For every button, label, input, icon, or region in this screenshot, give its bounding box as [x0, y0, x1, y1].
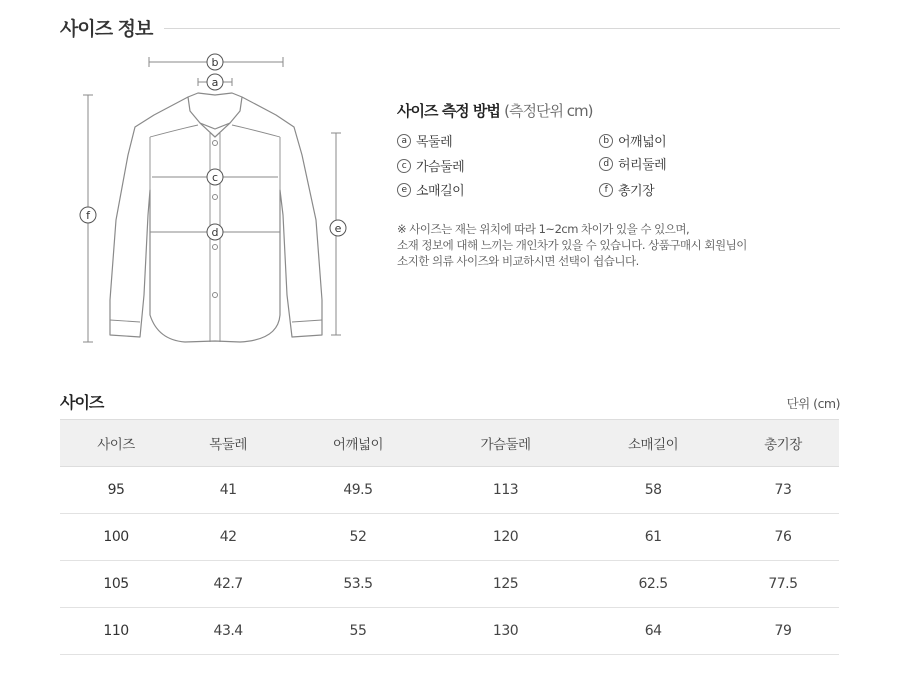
measure-note: ※ 사이즈는 재는 위치에 따라 1~2cm 차이가 있을 수 있으며, 소재 정보에 대해 느끼는 개인차가 있을 수 있습니다. 상품구매시 회원님이 소지한 의류 사이즈와 비교하시면 선택이 쉽습니다.: [397, 222, 747, 268]
col-chest: 가슴둘레: [432, 420, 580, 467]
marker-c: [207, 169, 223, 185]
marker-b: [207, 54, 223, 70]
size-table: [60, 419, 839, 655]
size-info-header: [60, 14, 840, 44]
marker-d: [207, 224, 223, 240]
table-row: 95 41 49.5 113 58 73: [60, 467, 839, 514]
svg-text:f: f: [86, 209, 90, 222]
shirt-collar: [188, 93, 242, 129]
legend-item-sleeve: e 소매길이: [397, 180, 464, 199]
col-sleeve: 소매길이: [579, 420, 727, 467]
col-size: 사이즈: [60, 420, 172, 467]
svg-text:b: b: [211, 56, 219, 69]
svg-text:a: a: [211, 76, 219, 89]
table-row: 110 43.4 55 130 64 79: [60, 608, 839, 655]
size-table-unit: 단위 (cm): [786, 396, 840, 411]
legend-item-shoulder: b 어깨넓이: [599, 131, 666, 150]
marker-a: [207, 74, 223, 90]
method-unit: (측정단위 cm): [504, 102, 593, 120]
shirt-measurement-diagram: [70, 45, 360, 350]
legend-item-length: f 총기장: [599, 180, 654, 199]
measure-legend: [397, 131, 817, 207]
legend-item-neck: a 목둘레: [397, 131, 452, 150]
table-header-row: [60, 420, 839, 467]
method-title: 사이즈 측정 방법 (측정단위 cm): [397, 102, 593, 120]
col-shoulder: 어깨넓이: [284, 420, 432, 467]
marker-e: [330, 220, 346, 236]
table-row: 100 42 52 120 61 76: [60, 514, 839, 561]
size-info-title: 사이즈 정보: [60, 18, 153, 40]
svg-text:c: c: [211, 171, 219, 184]
svg-text:d: d: [211, 226, 219, 239]
size-table-header: [60, 390, 840, 414]
col-length: 총기장: [727, 420, 839, 467]
table-row: 105 42.7 53.5 125 62.5 77.5: [60, 561, 839, 608]
col-neck: 목둘레: [172, 420, 284, 467]
legend-item-waist: d 허리둘레: [599, 154, 666, 173]
section-divider: [164, 28, 840, 29]
marker-f: [80, 207, 96, 223]
size-table-title: 사이즈: [60, 393, 104, 412]
measure-method: [397, 100, 817, 207]
shirt-outline: [110, 97, 322, 342]
svg-text:e: e: [334, 222, 342, 235]
legend-item-chest: c 가슴둘레: [397, 156, 464, 175]
